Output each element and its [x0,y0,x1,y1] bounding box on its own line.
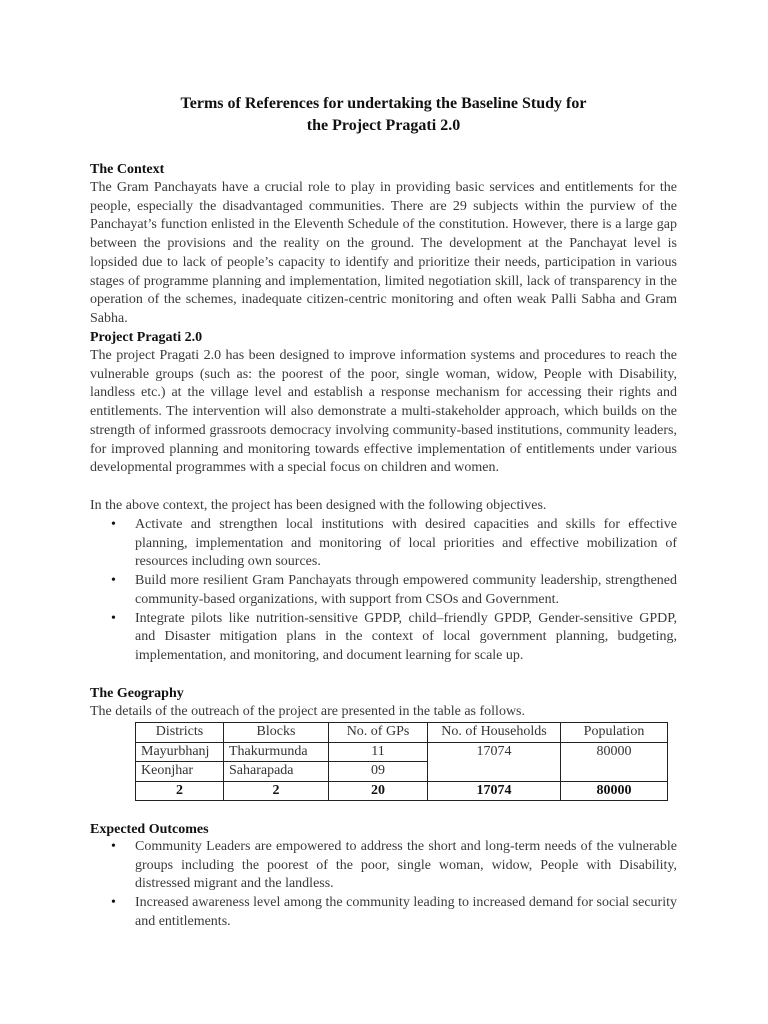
objectives-intro: In the above context, the project has been designed with the following objectives. [90,498,547,513]
table-cell: Keonjhar [136,762,224,782]
table-cell: 17074 [428,742,561,781]
bullet-icon: • [111,895,116,911]
list-item [90,610,677,666]
geography-table [135,722,668,801]
list-item-text: Integrate pilots like nutrition-sensitive GPDP, child–friendly GPDP, Gender-sensitive GPDP, and Disaster mitigation plans in the context of local government planning, budgeting, implementation, and monitoring, and document learning for scale up. [135,610,677,663]
project-paragraph: The project Pragati 2.0 has been designed to improve information systems and procedures to reach the vulnerable groups (such as: the poorest of the poor, single woman, widow, People with Disability, landless etc.) at the village level and establish a response mechanism for accessing their rights and entitlements. The intervention will also demonstrate a multi-stakeholder approach, which builds on the strength of informed grassroots democracy involving community-based institutions, community leaders, for improved planning and monitoring towards effective implementation of entitlements under various developmental programmes with a special focus on children and women. [90,348,677,476]
table-total-row [136,781,668,801]
table-cell: 11 [329,742,428,762]
document-title [90,93,677,137]
context-paragraph: The Gram Panchayats have a crucial role to play in providing basic services and entitlements for the people, especially the disadvantaged communities. There are 29 subjects within the purview of the Panchayat’s function enlisted in the Eleventh Schedule of the constitution. However, there is a large gap between the provisions and the reality on the ground. The development at the Panchayat level is lopsided due to lack of people’s capacity to identify and prioritize their needs, participation in various stages of programme planning and implementation, limited negotiation skill, lack of transparency in the operation of the schemes, inadequate citizen-centric monitoring and often weak Palli Sabha and Gram Sabha. [90,180,677,326]
geography-heading: The Geography [90,686,184,701]
table-cell: 20 [329,781,428,801]
table-header-cell: Population [561,723,668,743]
bullet-icon: • [111,573,116,589]
bullet-icon: • [111,517,116,532]
table-cell: Thakurmunda [224,742,329,762]
title-line-2: the Project Pragati 2.0 [306,117,461,134]
project-heading: Project Pragati 2.0 [90,330,203,345]
table-cell: Saharapada [224,762,329,782]
table-cell: Mayurbhanj [136,742,224,762]
list-item [90,516,677,572]
table-cell: 80000 [561,742,668,781]
table-cell: 2 [224,781,329,801]
bullet-icon: • [111,610,116,626]
list-item-text: Increased awareness level among the community leading to increased demand for social security and entitlements. [135,895,677,929]
table-cell: 2 [136,781,224,801]
list-item [90,572,677,609]
table-row [136,742,668,762]
table-cell: 09 [329,762,428,782]
list-item [90,894,677,931]
outcomes-heading: Expected Outcomes [90,822,209,837]
list-item-text: Community Leaders are empowered to address the short and long-term needs of the vulnerable groups including the poorest of the poor, single woman, widow, People with Disability, distressed migrant and the landless. [135,839,677,892]
bullet-icon: • [111,839,116,854]
list-item-text: Build more resilient Gram Panchayats through empowered community leadership, strengthened community-based organizations, with support from CSOs and Government. [135,573,677,607]
table-cell: 80000 [561,781,668,801]
outcomes-list [90,838,677,932]
table-header-cell: Blocks [224,723,329,743]
table-cell: 17074 [428,781,561,801]
list-item [90,838,677,894]
objectives-list [90,516,677,666]
context-heading: The Context [90,162,165,177]
list-item-text: Activate and strengthen local institutions with desired capacities and skills for effective planning, implementation and monitoring of local priorities and effective mobilization of resources including own sources. [135,517,677,570]
table-header-cell: No. of Households [428,723,561,743]
geography-intro: The details of the outreach of the project are presented in the table as follows. [90,704,525,719]
table-header-row [136,723,668,743]
table-header-cell: Districts [136,723,224,743]
table-header-cell: No. of GPs [329,723,428,743]
title-line-1: Terms of References for undertaking the Baseline Study for [180,95,587,112]
